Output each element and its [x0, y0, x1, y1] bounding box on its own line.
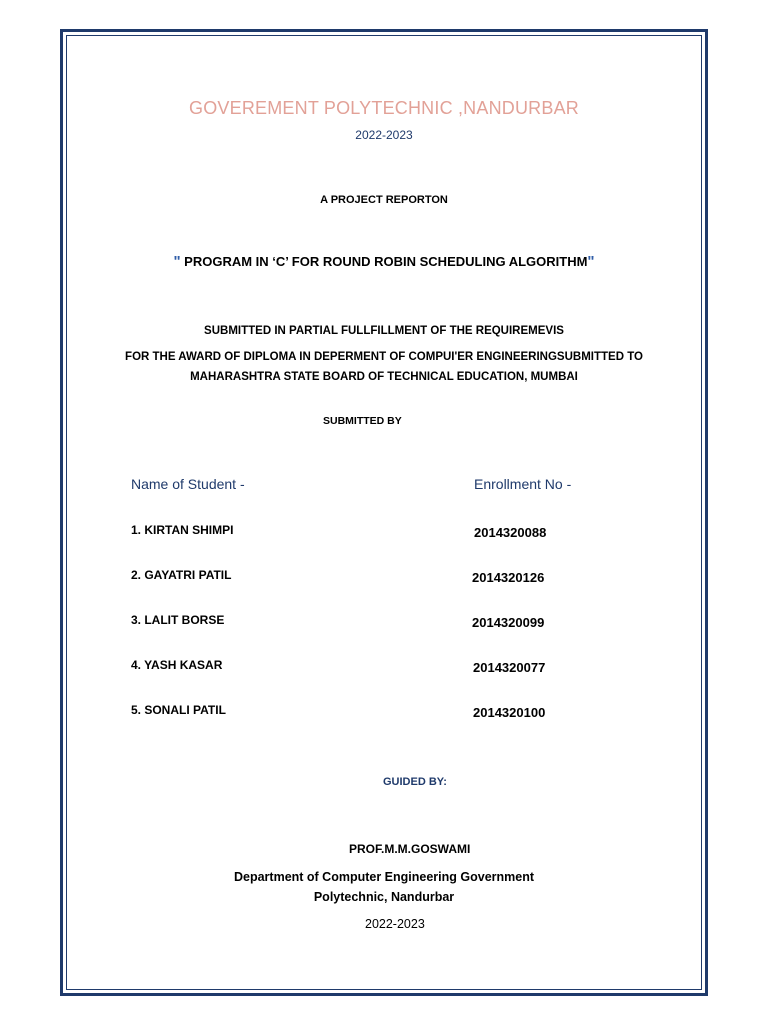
student-enrollment: 2014320126: [472, 570, 545, 585]
guide-department-line-1: Department of Computer Engineering Government: [233, 870, 535, 884]
footer-year: 2022-2023: [365, 917, 425, 931]
student-enrollment: 2014320099: [472, 615, 545, 630]
student-name: 1. KIRTAN SHIMPI: [131, 523, 234, 537]
enrollment-header: Enrollment No -: [474, 476, 572, 492]
project-intro: A PROJECT REPORTON: [320, 194, 448, 206]
student-name-header: Name of Student -: [131, 476, 245, 492]
submitted-by-label: SUBMITTED BY: [323, 415, 402, 427]
submission-line-2: FOR THE AWARD OF DIPLOMA IN DEPERMENT OF COMPUI'ER ENGINEERINGSUBMITTED TO: [125, 351, 643, 363]
submission-line-3: MAHARASHTRA STATE BOARD OF TECHNICAL EDUCATION, MUMBAI: [190, 371, 578, 383]
guide-department-line-2: Polytechnic, Nandurbar: [313, 890, 455, 904]
student-name: 3. LALIT BORSE: [131, 613, 225, 627]
student-enrollment: 2014320077: [473, 660, 546, 675]
title-close-quote: ": [587, 253, 595, 270]
student-name: 5. SONALI PATIL: [131, 703, 226, 717]
submission-line-1: SUBMITTED IN PARTIAL FULLFILLMENT OF THE REQUIREMEVIS: [204, 325, 564, 337]
project-title: [0, 253, 768, 270]
academic-year: 2022-2023: [355, 128, 413, 142]
guide-name: PROF.M.M.GOSWAMI: [349, 842, 471, 856]
title-open-quote: ": [173, 253, 181, 270]
college-name: GOVEREMENT POLYTECHNIC ,NANDURBAR: [189, 98, 579, 118]
student-name: 2. GAYATRI PATIL: [131, 568, 232, 582]
student-enrollment: 2014320100: [473, 705, 546, 720]
guided-by-label: GUIDED BY:: [383, 776, 447, 788]
student-enrollment: 2014320088: [474, 525, 547, 540]
student-name: 4. YASH KASAR: [131, 658, 223, 672]
title-text: PROGRAM IN ‘C’ FOR ROUND ROBIN SCHEDULING ALGORITHM: [180, 254, 588, 269]
